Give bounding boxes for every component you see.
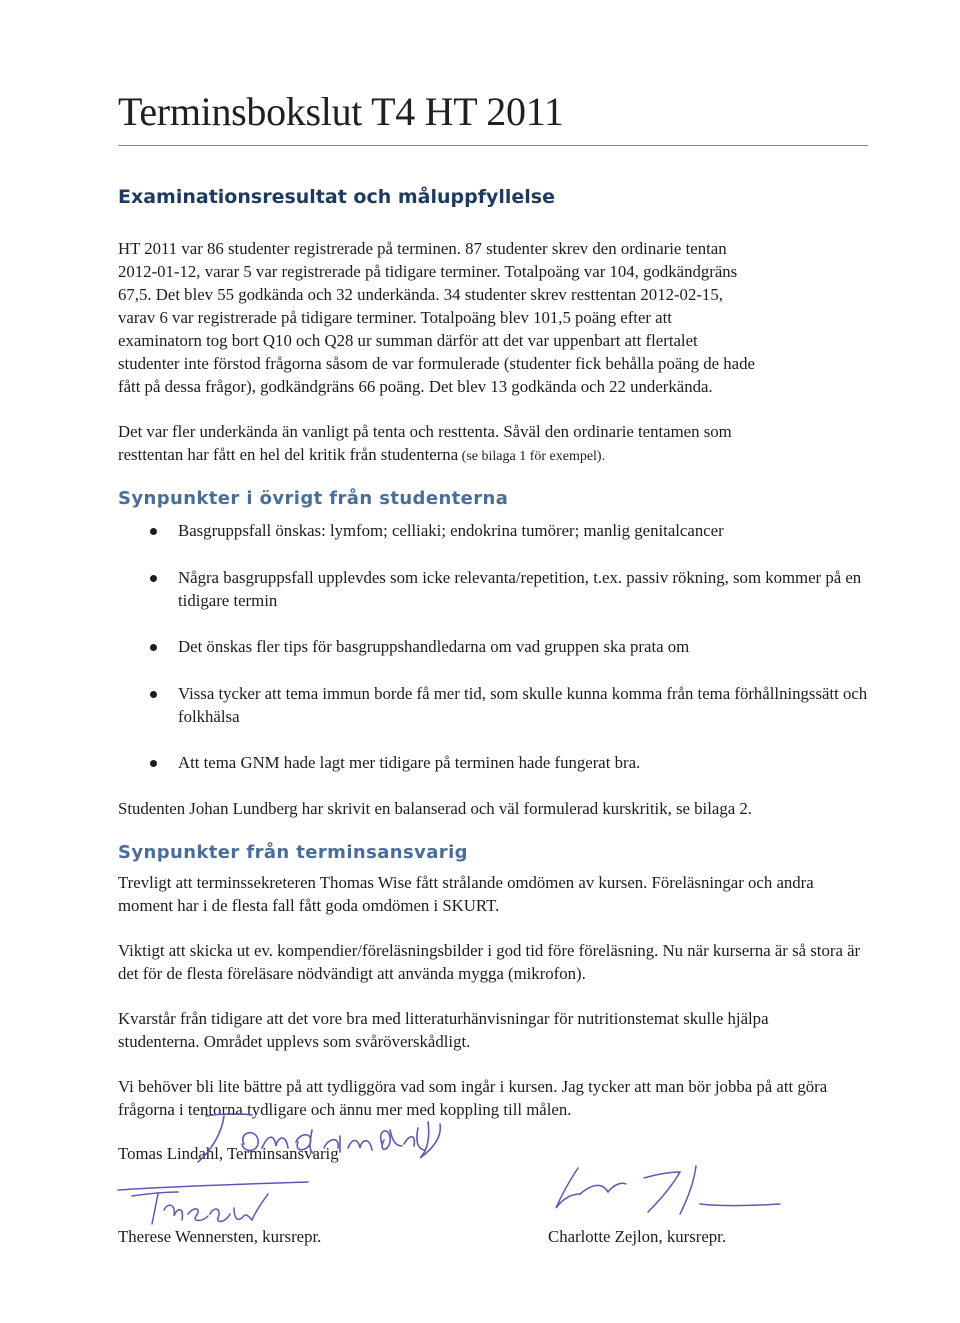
coordinator-paragraph: Viktigt att skicka ut ev. kompendier/föreläsningsbilder i god tid före föreläsning. Nu när kurserna är så stora är det för de flesta föreläsare nödvändigt att använda mygga (mikrofon).	[118, 941, 861, 983]
results-line: HT 2011 var 86 studenter registrerade på terminen. 87 studenter skrev den ordinarie tentan	[118, 239, 727, 258]
coordinator-paragraph: Vi behöver bli lite bättre på att tydliggöra vad som ingår i kursen. Jag tycker att man bör jobba på att göra frågorna i tentorna tydligare och ännu mer med koppling till målen.	[118, 1077, 828, 1119]
coordinator-signature-name: Tomas Lindahl, Terminsansvarig	[118, 1144, 339, 1163]
bullet-icon	[150, 760, 157, 767]
document-title: Terminsbokslut T4 HT 2011	[118, 89, 564, 134]
results-line: 67,5. Det blev 55 godkända och 32 underkända. 34 studenter skrev resttentan 2012-02-15,	[118, 285, 723, 304]
coordinator-paragraph: Kvarstår från tidigare att det vore bra med litteraturhänvisningar för nutritionstemat skulle hjälpa studenterna. Området upplevs som svåröverskådligt.	[118, 1009, 769, 1051]
bullet-icon	[150, 575, 157, 582]
results-paragraph	[118, 237, 878, 398]
results-heading: Examinationsresultat och måluppfyllelse	[118, 186, 555, 208]
rep2-signature	[548, 1160, 788, 1220]
student-feedback-heading: Synpunkter i övrigt från studenterna	[118, 488, 509, 509]
title-divider	[118, 145, 868, 146]
student-critique-note: Studenten Johan Lundberg har skrivit en balanserad och väl formulerad kurskritik, se bilaga 2.	[118, 799, 752, 818]
rep2-signature-name: Charlotte Zejlon, kursrepr.	[548, 1227, 727, 1246]
bullet-icon	[150, 691, 157, 698]
coordinator-heading: Synpunkter från terminsansvarig	[118, 842, 468, 863]
coordinator-signature	[178, 1108, 498, 1168]
results-line: fått på dessa frågor), godkändgräns 66 poäng. Det blev 13 godkända och 22 underkända.	[118, 377, 713, 396]
results-line: studenter inte förstod frågorna såsom de var formulerade (studenter fick behålla poäng de hade	[118, 354, 755, 373]
rep1-signature-name: Therese Wennersten, kursrepr.	[118, 1227, 322, 1246]
bullet-icon	[150, 528, 157, 535]
rep1-signature	[118, 1180, 318, 1230]
coordinator-paragraph: Trevligt att terminssekreteren Thomas Wise fått strålande omdömen av kursen. Föreläsningar och andra moment har i de flesta fall fått goda omdömen i SKURT.	[118, 873, 814, 915]
results-line: examinatorn tog bort Q10 och Q28 ur summan därför att det var uppenbart att flertalet	[118, 331, 698, 350]
appendix-note: (se bilaga 1 för exempel).	[458, 449, 606, 464]
results-line: 2012-01-12, varar 5 var registrerade på tidigare terminer. Totalpoäng var 104, godkändgräns	[118, 262, 738, 281]
bullet-icon	[150, 644, 157, 651]
criticism-paragraph	[118, 420, 878, 468]
results-line: varav 6 var registrerade på tidigare terminer. Totalpoäng blev 101,5 poäng efter att	[118, 308, 672, 327]
criticism-line: Det var fler underkända än vanligt på tenta och resttenta. Såväl den ordinarie tentamen som	[118, 422, 732, 441]
criticism-line: resttentan har fått en hel del kritik från studenterna	[118, 445, 459, 464]
